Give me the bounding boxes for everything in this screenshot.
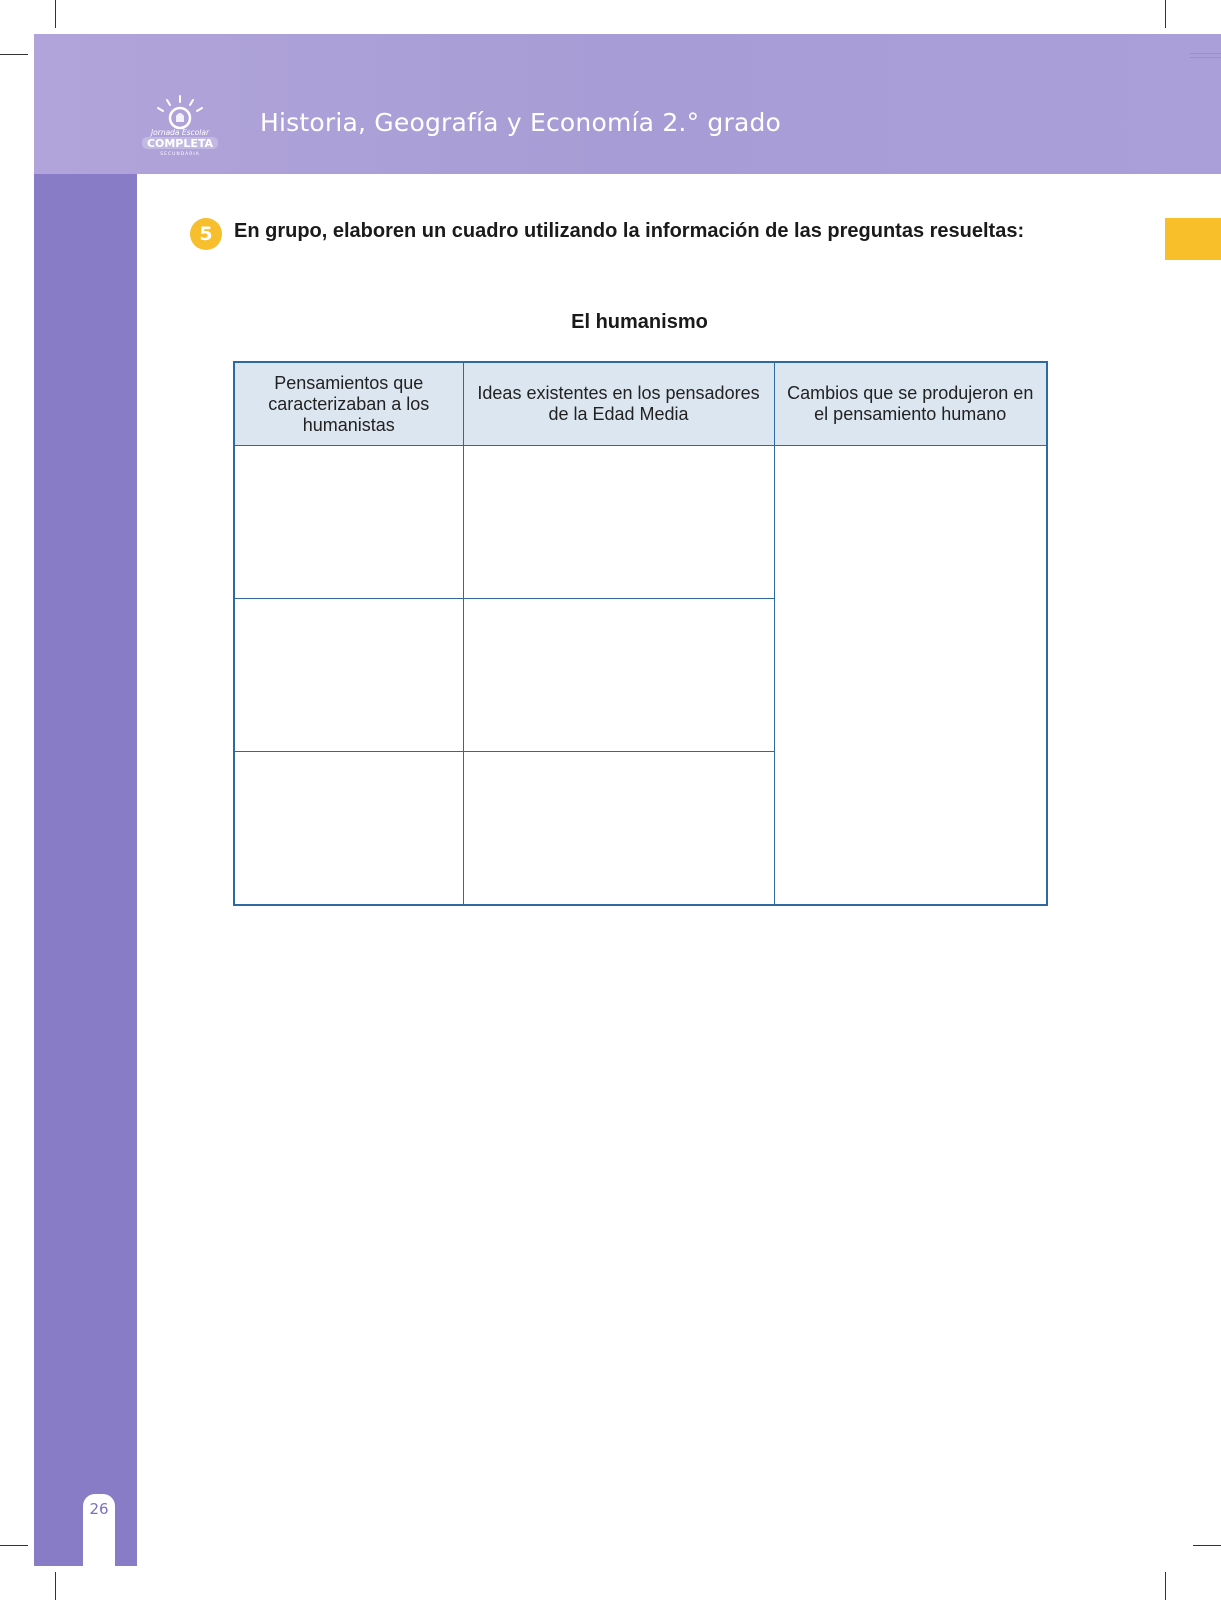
- crop-mark: [1165, 0, 1166, 28]
- crop-mark: [1165, 1572, 1166, 1600]
- answer-cell[interactable]: [463, 599, 774, 752]
- sidebar-band: [34, 174, 137, 1566]
- column-header-medieval-ideas: Ideas existentes en los pensadores de la Edad Media: [463, 362, 774, 446]
- answer-cell-merged[interactable]: [774, 446, 1047, 906]
- crop-mark: [1190, 57, 1221, 58]
- crop-mark: [55, 1572, 56, 1600]
- crop-mark: [0, 1545, 28, 1546]
- column-header-changes: Cambios que se produjeron en el pensamiento humano: [774, 362, 1047, 446]
- answer-cell[interactable]: [463, 752, 774, 906]
- answer-cell[interactable]: [234, 446, 463, 599]
- logo-line1: Jornada Escolar: [150, 128, 210, 137]
- table-title: El humanismo: [571, 311, 708, 333]
- jornada-escolar-logo: [140, 94, 220, 156]
- logo-line3: SECUNDARIA: [160, 152, 200, 156]
- crop-mark: [1190, 53, 1221, 54]
- subject-title: Historia, Geografía y Economía 2.° grado: [260, 108, 782, 137]
- logo-line2: COMPLETA: [146, 137, 214, 150]
- crop-mark: [0, 54, 28, 55]
- activity-number-badge: 5: [190, 218, 222, 250]
- humanism-table: [233, 361, 1048, 906]
- activity-instruction: En grupo, elaboren un cuadro utilizando la información de las preguntas resueltas:: [234, 220, 1025, 242]
- crop-mark: [55, 0, 56, 28]
- column-header-humanist-thoughts: Pensamientos que caracterizaban a los humanistas: [234, 362, 463, 446]
- table-row: [234, 446, 1047, 599]
- section-tab: [1165, 218, 1221, 260]
- table-header-row: [234, 362, 1047, 446]
- answer-cell[interactable]: [234, 599, 463, 752]
- page-number: 26: [89, 1500, 109, 1518]
- answer-cell[interactable]: [234, 752, 463, 906]
- answer-cell[interactable]: [463, 446, 774, 599]
- crop-mark: [1193, 1545, 1221, 1546]
